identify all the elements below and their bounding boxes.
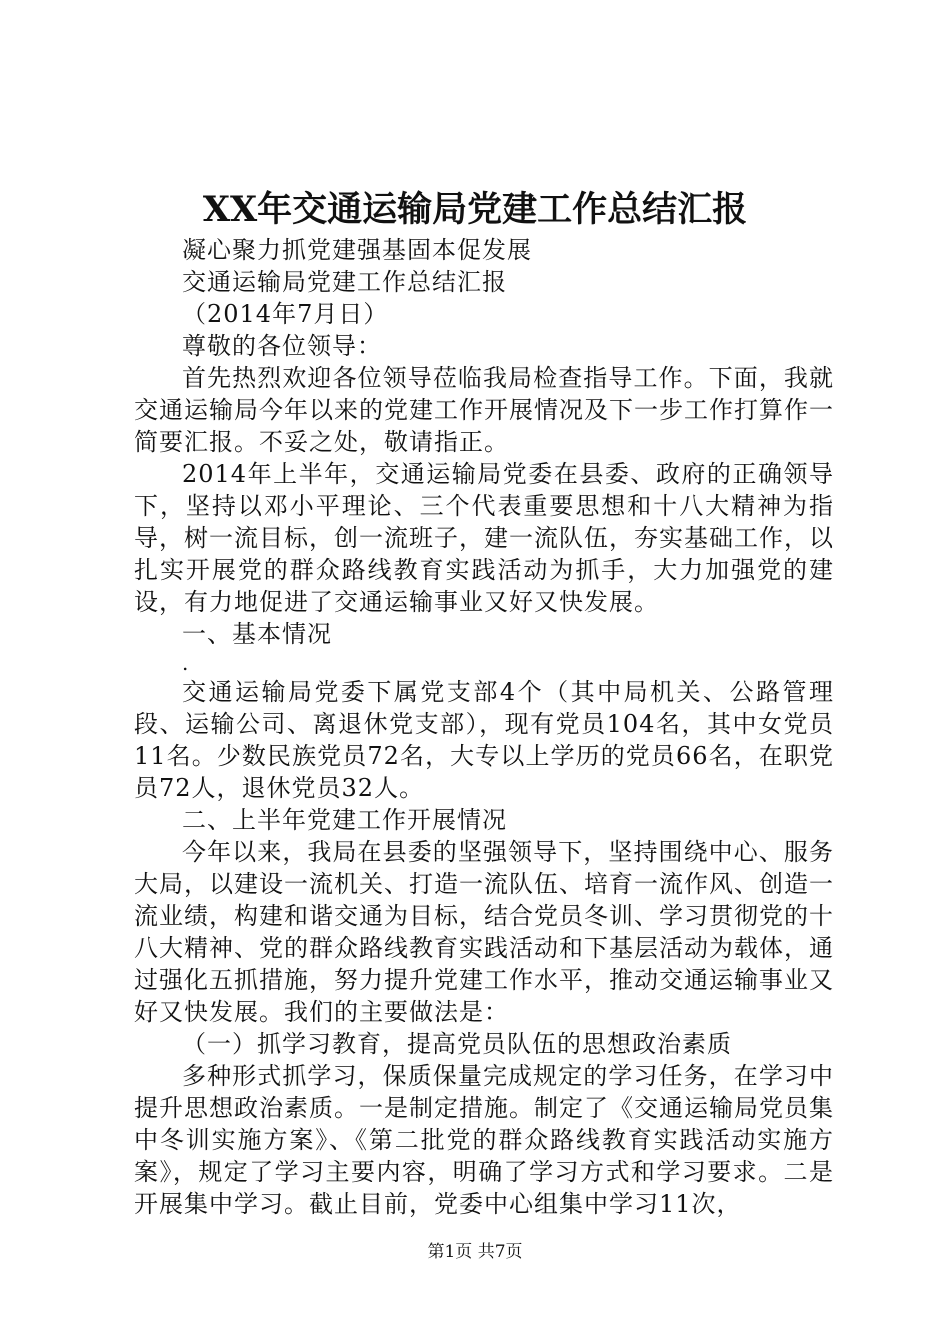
document-title: XX年交通运输局党建工作总结汇报 xyxy=(202,189,748,230)
stray-dot: . xyxy=(182,651,189,675)
subtitle-line: 凝心聚力抓党建强基固本促发展 xyxy=(182,236,532,264)
document-body xyxy=(134,234,834,1220)
section-heading: 一、基本情况 xyxy=(182,620,332,648)
body-paragraph: 今年以来，我局在县委的坚强领导下，坚持围绕中心、服务大局，以建设一流机关、打造一流队伍、培育一流作风、创造一流业绩，构建和谐交通为目标，结合党员冬训、学习贯彻党的十八大精神、党的群众路线教育实践活动和下基层活动为载体，通过强化五抓措施，努力提升党建工作水平，推动交通运输事业又好又快发展。我们的主要做法是： xyxy=(134,838,834,1026)
section-heading: 二、上半年党建工作开展情况 xyxy=(182,806,507,834)
body-paragraph: 交通运输局党委下属党支部4个（其中局机关、公路管理段、运输公司、离退休党支部），现有党员104名，其中女党员11名。少数民族党员72名，大专以上学历的党员66名，在职党员72人，退休党员32人。 xyxy=(134,678,834,802)
subtitle-line: 交通运输局党建工作总结汇报 xyxy=(182,268,507,296)
body-paragraph: 首先热烈欢迎各位领导莅临我局检查指导工作。下面，我就交通运输局今年以来的党建工作开展情况及下一步工作打算作一简要汇报。不妥之处，敬请指正。 xyxy=(134,364,834,456)
salutation: 尊敬的各位领导： xyxy=(182,332,382,360)
page-footer: 第1页 共7页 xyxy=(427,1242,523,1262)
subsection-heading: （一）抓学习教育，提高党员队伍的思想政治素质 xyxy=(182,1030,732,1058)
body-paragraph: 多种形式抓学习，保质保量完成规定的学习任务，在学习中提升思想政治素质。一是制定措施。制定了《交通运输局党员集中冬训实施方案》、《第二批党的群众路线教育实践活动实施方案》，规定了学习主要内容，明确了学习方式和学习要求。二是开展集中学习。截止目前，党委中心组集中学习11次， xyxy=(134,1062,834,1218)
date-line: （2014年7月日） xyxy=(182,300,389,328)
body-paragraph: 2014年上半年，交通运输局党委在县委、政府的正确领导下，坚持以邓小平理论、三个代表重要思想和十八大精神为指导，树一流目标，创一流班子，建一流队伍，夯实基础工作，以扎实开展党的群众路线教育实践活动为抓手，大力加强党的建设，有力地促进了交通运输事业又好又快发展。 xyxy=(134,460,834,616)
